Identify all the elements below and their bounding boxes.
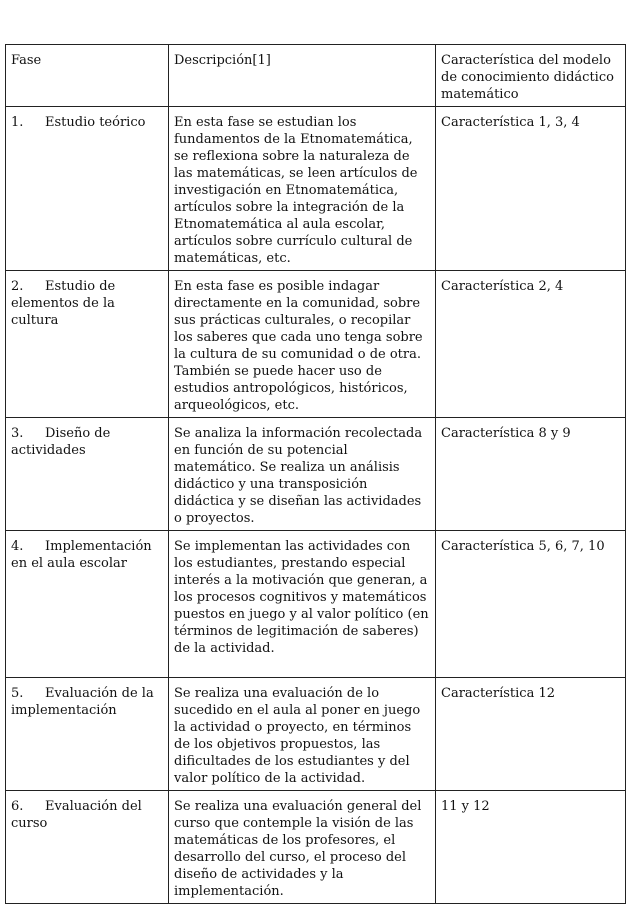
phase-name: Implementación en el aula escolar	[11, 539, 152, 571]
characteristic-cell: Característica 5, 6, 7, 10	[436, 531, 626, 678]
phase-number: 6.	[11, 799, 24, 814]
document-page	[5, 44, 625, 904]
phase-name: Estudio teórico	[45, 115, 146, 130]
characteristic-cell: Característica 12	[436, 678, 626, 791]
description-cell: En esta fase es posible indagar directamente en la comunidad, sobre sus prácticas culturales, o recopilar los saberes que cada uno tenga sobre la cultura de su comunidad o de otra. También se puede hacer uso de estudios antropológicos, históricos, arqueológicos, etc.	[169, 271, 436, 418]
phase-number: 2.	[11, 279, 24, 294]
phase-cell	[6, 271, 169, 418]
phase-cell	[6, 531, 169, 678]
description-cell: Se realiza una evaluación general del curso que contemple la visión de las matemáticas de los profesores, el desarrollo del curso, el proceso del diseño de actividades y la implementación.	[169, 791, 436, 904]
table-row	[6, 791, 626, 904]
header-fase: Fase	[6, 45, 169, 107]
phase-name: Estudio de elementos de la cultura	[11, 279, 116, 328]
phase-cell	[6, 107, 169, 271]
table-row	[6, 531, 626, 678]
header-caracteristica: Característica del modelo de conocimiento didáctico matemático	[436, 45, 626, 107]
description-cell: Se implementan las actividades con los estudiantes, prestando especial interés a la motivación que generan, a los procesos cognitivos y matemáticos puestos en juego y al valor político (en términos de legitimación de saberes) de la actividad.	[169, 531, 436, 678]
phase-cell	[6, 791, 169, 904]
phase-number: 5.	[11, 686, 24, 701]
phase-name: Evaluación de la implementación	[11, 686, 154, 718]
description-cell: En esta fase se estudian los fundamentos de la Etnomatemática, se reflexiona sobre la naturaleza de las matemáticas, se leen artículos de investigación en Etnomatemática, artículos sobre la integración de la Etnomatemática al aula escolar, artículos sobre currículo cultural de matemáticas, etc.	[169, 107, 436, 271]
header-descripcion: Descripción[1]	[169, 45, 436, 107]
characteristic-cell: 11 y 12	[436, 791, 626, 904]
phase-cell	[6, 418, 169, 531]
table-row	[6, 271, 626, 418]
phases-table	[5, 44, 626, 904]
characteristic-cell: Característica 8 y 9	[436, 418, 626, 531]
phase-number: 1.	[11, 115, 24, 130]
table-header-row	[6, 45, 626, 107]
phase-number: 3.	[11, 426, 24, 441]
characteristic-cell: Característica 2, 4	[436, 271, 626, 418]
table-row	[6, 678, 626, 791]
phase-cell	[6, 678, 169, 791]
phase-name: Diseño de actividades	[11, 426, 111, 458]
phase-name: Evaluación del curso	[11, 799, 142, 831]
description-cell: Se realiza una evaluación de lo sucedido en el aula al poner en juego la actividad o proyecto, en términos de los objetivos propuestos, las dificultades de los estudiantes y del valor político de la actividad.	[169, 678, 436, 791]
phase-number: 4.	[11, 539, 24, 554]
description-cell: Se analiza la información recolectada en función de su potencial matemático. Se realiza un análisis didáctico y una transposición didáctica y se diseñan las actividades o proyectos.	[169, 418, 436, 531]
characteristic-cell: Característica 1, 3, 4	[436, 107, 626, 271]
table-row	[6, 107, 626, 271]
table-row	[6, 418, 626, 531]
